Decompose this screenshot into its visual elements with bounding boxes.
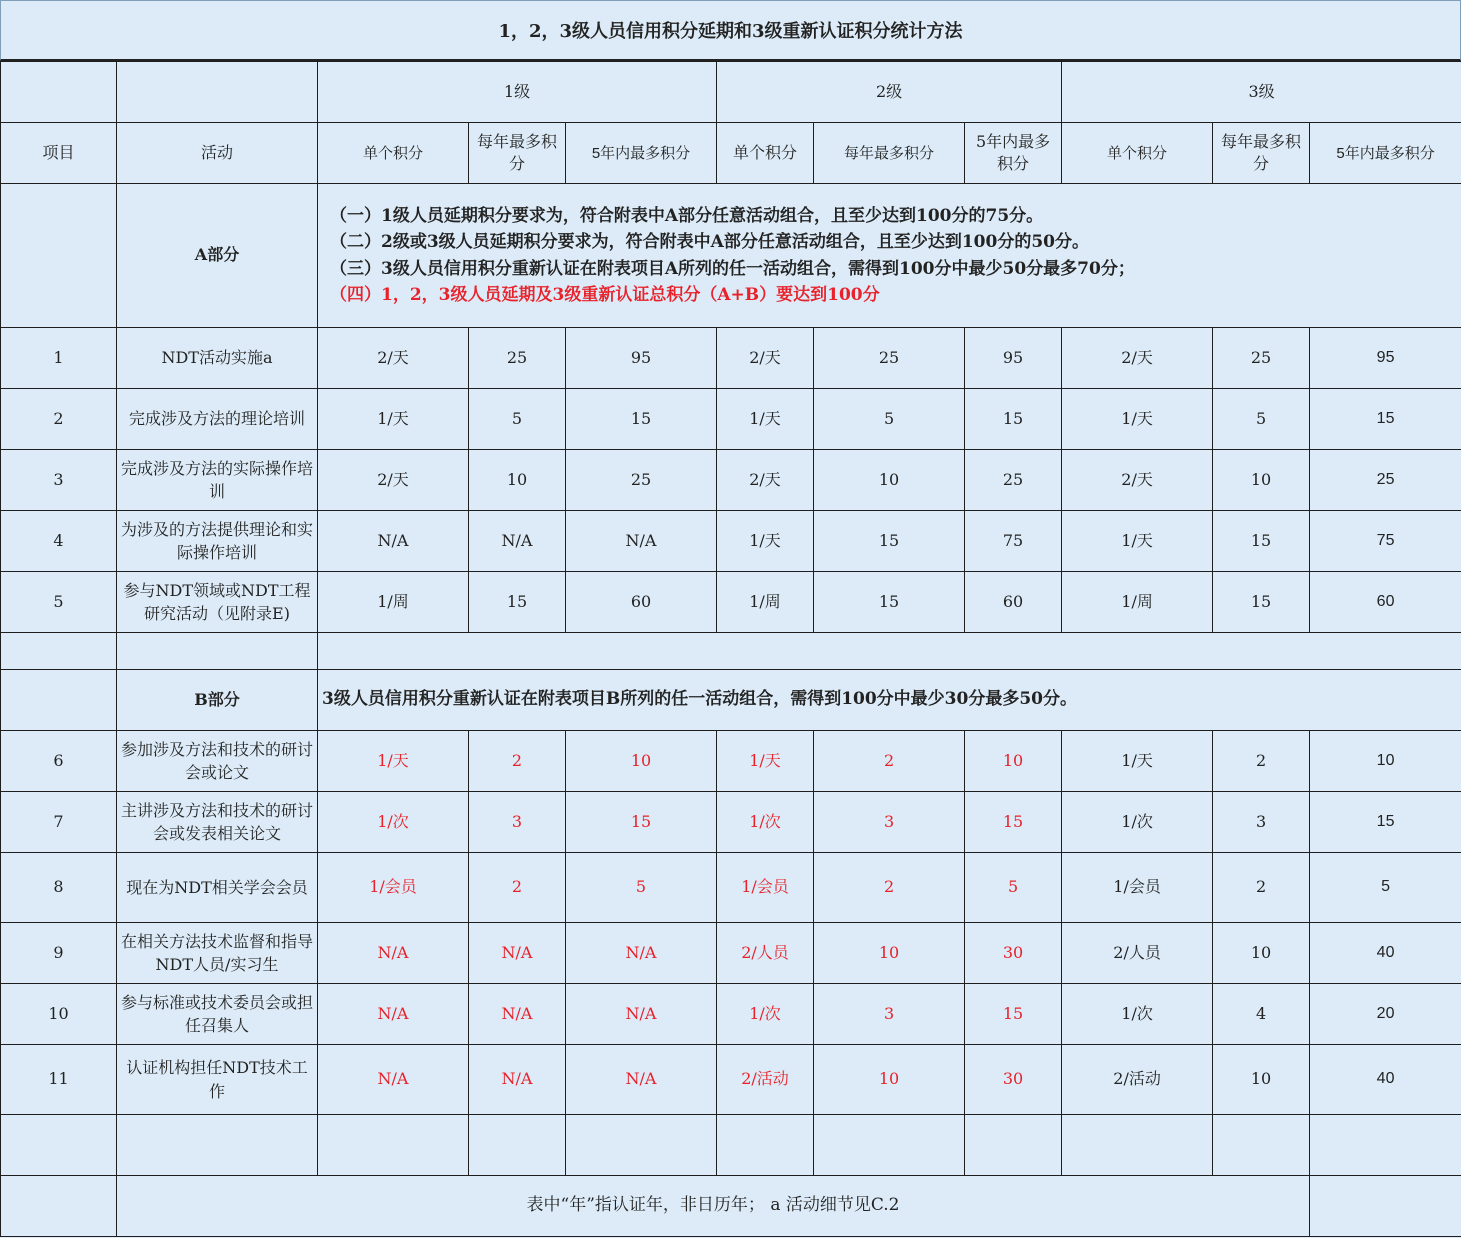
empty-cell bbox=[1213, 1115, 1310, 1176]
empty-cell bbox=[318, 633, 1461, 670]
item-number: 6 bbox=[1, 731, 117, 792]
points-cell: 15 bbox=[965, 792, 1062, 853]
per-year-max-header: 每年最多积分 bbox=[814, 123, 965, 184]
points-cell: 1/次 bbox=[717, 792, 814, 853]
points-cell: 1/周 bbox=[318, 572, 469, 633]
points-cell: 1/天 bbox=[1062, 731, 1213, 792]
activity-name: 完成涉及方法的理论培训 bbox=[117, 389, 318, 450]
points-cell: 1/次 bbox=[1062, 984, 1213, 1045]
points-cell: 30 bbox=[965, 1045, 1062, 1115]
points-cell: 75 bbox=[965, 511, 1062, 572]
points-cell: 10 bbox=[1213, 450, 1310, 511]
points-cell: 15 bbox=[1310, 389, 1461, 450]
level-2-header: 2级 bbox=[717, 62, 1062, 123]
part-a-note-1: （一）1级人员延期积分要求为，符合附表中A部分任意活动组合，且至少达到100分的75分。 bbox=[330, 205, 1044, 226]
footnote: 表中“年”指认证年，非日历年； a 活动细节见C.2 bbox=[117, 1176, 1310, 1237]
points-cell: 1/天 bbox=[1062, 511, 1213, 572]
empty-cell bbox=[1310, 1176, 1461, 1237]
item-number: 3 bbox=[1, 450, 117, 511]
points-cell: N/A bbox=[318, 984, 469, 1045]
points-cell: 10 bbox=[814, 450, 965, 511]
points-cell: 10 bbox=[965, 731, 1062, 792]
empty-cell bbox=[1, 1176, 117, 1237]
table-row bbox=[1, 1045, 1461, 1115]
part-b-rows bbox=[1, 731, 1461, 1115]
points-cell: 2 bbox=[1213, 731, 1310, 792]
points-cell: 2/天 bbox=[717, 450, 814, 511]
empty-cell bbox=[1310, 1115, 1461, 1176]
empty-cell bbox=[566, 1115, 717, 1176]
empty-cell bbox=[717, 1115, 814, 1176]
part-b-note: 3级人员信用积分重新认证在附表项目B所列的任一活动组合，需得到100分中最少30分最多50分。 bbox=[318, 670, 1461, 731]
points-cell: 15 bbox=[1310, 792, 1461, 853]
part-b-row bbox=[1, 670, 1461, 731]
activity-name: 认证机构担任NDT技术工作 bbox=[117, 1045, 318, 1115]
blank-row bbox=[1, 1115, 1461, 1176]
points-cell: 1/天 bbox=[717, 731, 814, 792]
single-points-header: 单个积分 bbox=[1062, 123, 1213, 184]
per-year-max-header: 每年最多积分 bbox=[1213, 123, 1310, 184]
empty-cell bbox=[469, 1115, 566, 1176]
single-points-header: 单个积分 bbox=[318, 123, 469, 184]
points-cell: 15 bbox=[814, 511, 965, 572]
points-cell: 1/天 bbox=[717, 389, 814, 450]
table-row bbox=[1, 328, 1461, 389]
item-number: 9 bbox=[1, 923, 117, 984]
points-cell: N/A bbox=[469, 984, 566, 1045]
points-cell: 60 bbox=[1310, 572, 1461, 633]
level-header-row bbox=[1, 62, 1461, 123]
points-cell: 3 bbox=[469, 792, 566, 853]
points-cell: 10 bbox=[814, 1045, 965, 1115]
points-cell: 1/天 bbox=[318, 731, 469, 792]
points-cell: 15 bbox=[965, 984, 1062, 1045]
points-cell: 40 bbox=[1310, 923, 1461, 984]
points-cell: N/A bbox=[318, 511, 469, 572]
item-number: 5 bbox=[1, 572, 117, 633]
points-cell: N/A bbox=[318, 1045, 469, 1115]
points-cell: 25 bbox=[814, 328, 965, 389]
activity-name: 完成涉及方法的实际操作培训 bbox=[117, 450, 318, 511]
points-cell: 5 bbox=[814, 389, 965, 450]
points-cell: 2/人员 bbox=[1062, 923, 1213, 984]
points-cell: 2 bbox=[469, 853, 566, 923]
points-cell: 5 bbox=[566, 853, 717, 923]
points-cell: N/A bbox=[469, 511, 566, 572]
points-cell: 25 bbox=[566, 450, 717, 511]
activity-name: 参与标准或技术委员会或担任召集人 bbox=[117, 984, 318, 1045]
activity-name: 为涉及的方法提供理论和实际操作培训 bbox=[117, 511, 318, 572]
points-cell: 2 bbox=[814, 731, 965, 792]
points-cell: 2/天 bbox=[1062, 450, 1213, 511]
activity-name: NDT活动实施a bbox=[117, 328, 318, 389]
item-number: 8 bbox=[1, 853, 117, 923]
activity-name: 参与NDT领域或NDT工程研究活动（见附录E) bbox=[117, 572, 318, 633]
part-a-note-2: （二）2级或3级人员延期积分要求为，符合附表中A部分任意活动组合，且至少达到100分的50分。 bbox=[330, 232, 1089, 253]
points-cell: 4 bbox=[1213, 984, 1310, 1045]
part-a-note-3: （三）3级人员信用积分重新认证在附表项目A所列的任一活动组合，需得到100分中最少50分最多70分； bbox=[330, 258, 1135, 279]
points-cell: 2/天 bbox=[318, 328, 469, 389]
item-number: 2 bbox=[1, 389, 117, 450]
table-row bbox=[1, 923, 1461, 984]
empty-cell bbox=[1, 1115, 117, 1176]
points-cell: N/A bbox=[469, 1045, 566, 1115]
activity-name: 主讲涉及方法和技术的研讨会或发表相关论文 bbox=[117, 792, 318, 853]
points-cell: 2/人员 bbox=[717, 923, 814, 984]
empty-cell bbox=[1, 670, 117, 731]
points-cell: 10 bbox=[1213, 1045, 1310, 1115]
points-cell: 5 bbox=[469, 389, 566, 450]
activity-name: 在相关方法技术监督和指导NDT人员/实习生 bbox=[117, 923, 318, 984]
activity-name: 参加涉及方法和技术的研讨会或论文 bbox=[117, 731, 318, 792]
points-cell: 10 bbox=[1310, 731, 1461, 792]
points-cell: 2/天 bbox=[1062, 328, 1213, 389]
part-a-label: A部分 bbox=[117, 184, 318, 328]
points-cell: 10 bbox=[566, 731, 717, 792]
points-cell: 15 bbox=[1213, 511, 1310, 572]
points-cell: 15 bbox=[566, 389, 717, 450]
points-cell: 25 bbox=[965, 450, 1062, 511]
points-cell: 95 bbox=[566, 328, 717, 389]
points-cell: 1/周 bbox=[1062, 572, 1213, 633]
points-cell: 75 bbox=[1310, 511, 1461, 572]
item-header: 项目 bbox=[1, 123, 117, 184]
points-cell: 5 bbox=[965, 853, 1062, 923]
empty-cell bbox=[1062, 1115, 1213, 1176]
item-number: 10 bbox=[1, 984, 117, 1045]
points-cell: 2/天 bbox=[318, 450, 469, 511]
table-row bbox=[1, 511, 1461, 572]
empty-cell bbox=[1, 633, 117, 670]
empty-cell bbox=[814, 1115, 965, 1176]
five-year-max-header: 5年内最多积分 bbox=[566, 123, 717, 184]
activity-header: 活动 bbox=[117, 123, 318, 184]
points-cell: N/A bbox=[566, 1045, 717, 1115]
points-cell: 1/会员 bbox=[318, 853, 469, 923]
credit-table bbox=[0, 61, 1461, 1237]
points-cell: 25 bbox=[1213, 328, 1310, 389]
points-cell: 1/周 bbox=[717, 572, 814, 633]
level-3-header: 3级 bbox=[1062, 62, 1461, 123]
points-cell: 2 bbox=[1213, 853, 1310, 923]
table-row bbox=[1, 984, 1461, 1045]
empty-cell bbox=[117, 62, 318, 123]
points-cell: 60 bbox=[566, 572, 717, 633]
item-number: 7 bbox=[1, 792, 117, 853]
five-year-max-header: 5年内最多积分 bbox=[965, 123, 1062, 184]
points-cell: N/A bbox=[566, 984, 717, 1045]
part-a-note-4: （四）1，2，3级人员延期及3级重新认证总积分（A+B）要达到100分 bbox=[330, 284, 880, 305]
footnote-row bbox=[1, 1176, 1461, 1237]
empty-cell bbox=[117, 1115, 318, 1176]
per-year-max-header: 每年最多积分 bbox=[469, 123, 566, 184]
points-cell: 15 bbox=[1213, 572, 1310, 633]
table-row bbox=[1, 731, 1461, 792]
points-cell: 1/次 bbox=[1062, 792, 1213, 853]
part-a-rows bbox=[1, 328, 1461, 633]
points-cell: 1/会员 bbox=[717, 853, 814, 923]
table-row bbox=[1, 389, 1461, 450]
empty-cell bbox=[1, 184, 117, 328]
points-cell: N/A bbox=[318, 923, 469, 984]
points-cell: 1/天 bbox=[318, 389, 469, 450]
table-row bbox=[1, 792, 1461, 853]
points-cell: 2/活动 bbox=[717, 1045, 814, 1115]
points-cell: 1/天 bbox=[1062, 389, 1213, 450]
empty-cell bbox=[117, 633, 318, 670]
five-year-max-header: 5年内最多积分 bbox=[1310, 123, 1461, 184]
points-cell: 2/天 bbox=[717, 328, 814, 389]
points-cell: N/A bbox=[566, 923, 717, 984]
table-row bbox=[1, 853, 1461, 923]
empty-cell bbox=[965, 1115, 1062, 1176]
points-cell: 1/次 bbox=[318, 792, 469, 853]
points-cell: 40 bbox=[1310, 1045, 1461, 1115]
points-cell: 2 bbox=[469, 731, 566, 792]
points-cell: 1/次 bbox=[717, 984, 814, 1045]
points-cell: 5 bbox=[1310, 853, 1461, 923]
empty-cell bbox=[318, 1115, 469, 1176]
points-cell: 1/天 bbox=[717, 511, 814, 572]
part-a-row bbox=[1, 184, 1461, 328]
part-a-notes bbox=[318, 184, 1461, 328]
points-cell: 10 bbox=[1213, 923, 1310, 984]
points-cell: 2/活动 bbox=[1062, 1045, 1213, 1115]
item-number: 4 bbox=[1, 511, 117, 572]
points-cell: 3 bbox=[1213, 792, 1310, 853]
points-cell: 1/会员 bbox=[1062, 853, 1213, 923]
item-number: 11 bbox=[1, 1045, 117, 1115]
points-cell: 15 bbox=[814, 572, 965, 633]
points-cell: 5 bbox=[1213, 389, 1310, 450]
points-cell: 3 bbox=[814, 792, 965, 853]
points-cell: 3 bbox=[814, 984, 965, 1045]
points-cell: 15 bbox=[469, 572, 566, 633]
points-cell: 60 bbox=[965, 572, 1062, 633]
points-cell: N/A bbox=[566, 511, 717, 572]
points-cell: 20 bbox=[1310, 984, 1461, 1045]
activity-name: 现在为NDT相关学会会员 bbox=[117, 853, 318, 923]
table-row bbox=[1, 450, 1461, 511]
empty-cell bbox=[1, 62, 117, 123]
points-cell: 25 bbox=[1310, 450, 1461, 511]
points-cell: 15 bbox=[566, 792, 717, 853]
spacer-row bbox=[1, 633, 1461, 670]
single-points-header: 单个积分 bbox=[717, 123, 814, 184]
level-1-header: 1级 bbox=[318, 62, 717, 123]
points-cell: 10 bbox=[814, 923, 965, 984]
points-cell: 10 bbox=[469, 450, 566, 511]
points-cell: 95 bbox=[965, 328, 1062, 389]
points-cell: 25 bbox=[469, 328, 566, 389]
points-cell: N/A bbox=[469, 923, 566, 984]
table-row bbox=[1, 572, 1461, 633]
part-b-label: B部分 bbox=[117, 670, 318, 731]
item-number: 1 bbox=[1, 328, 117, 389]
points-cell: 30 bbox=[965, 923, 1062, 984]
points-cell: 15 bbox=[965, 389, 1062, 450]
column-header-row bbox=[1, 123, 1461, 184]
points-cell: 2 bbox=[814, 853, 965, 923]
page-title: 1，2，3级人员信用积分延期和3级重新认证积分统计方法 bbox=[0, 0, 1461, 61]
points-cell: 95 bbox=[1310, 328, 1461, 389]
